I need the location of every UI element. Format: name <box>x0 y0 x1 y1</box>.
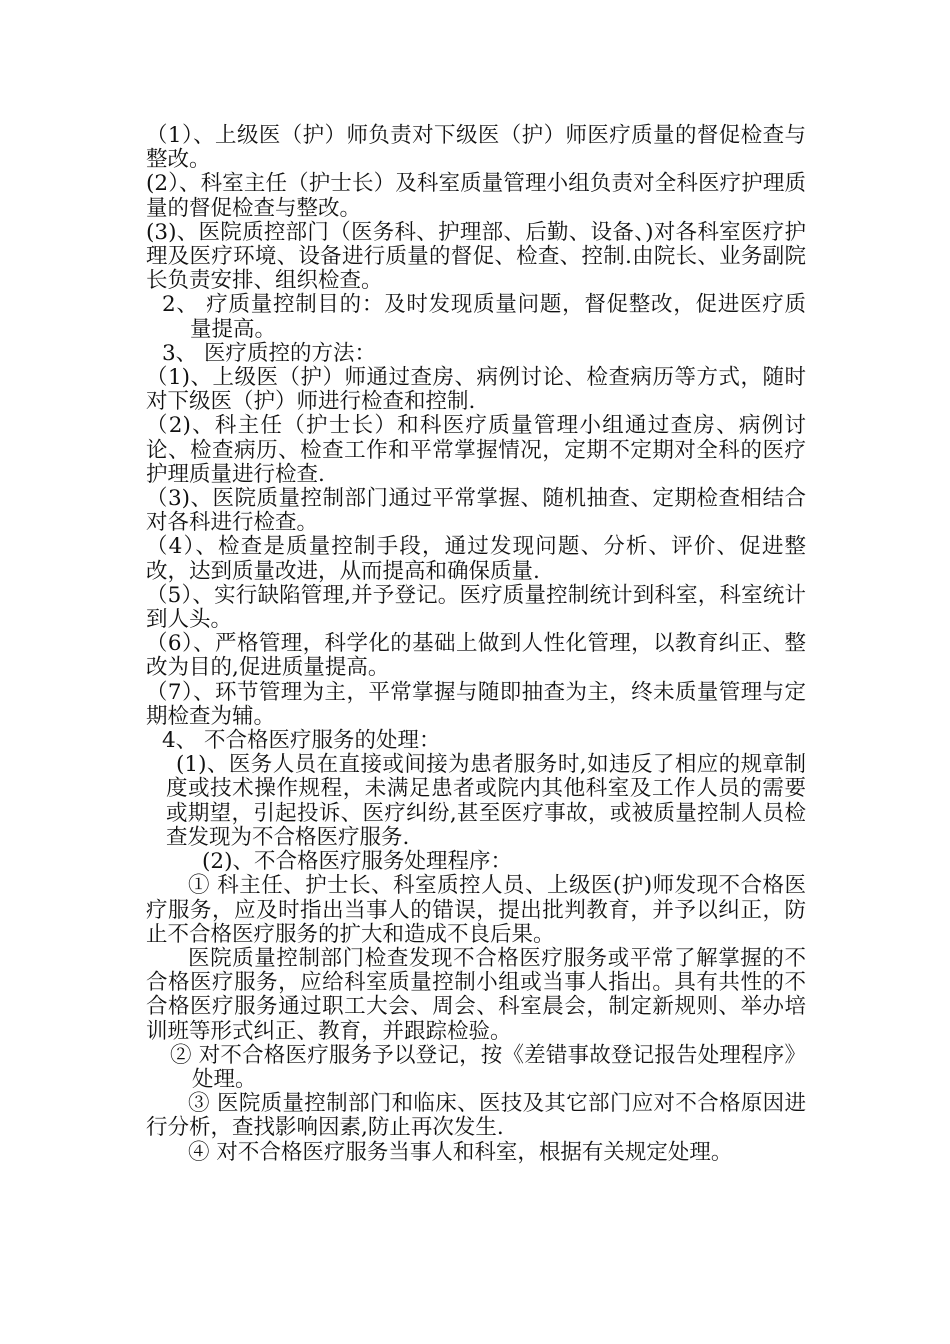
paragraph-3-6: （6）、严格管理，科学化的基础上做到人性化管理，以教育纠正、整改为目的,促进质量提高。 <box>146 631 806 681</box>
paragraph-4-2: (2)、不合格医疗服务处理程序： <box>202 849 512 875</box>
paragraph-3-7: （7）、环节管理为主，平常掌握与随即抽查为主，终未质量管理与定期检查为辅。 <box>146 679 806 729</box>
document-body <box>146 124 806 1165</box>
step-1: ① 科主任、护士长、科室质控人员、上级医(护)师发现不合格医疗服务，应及时指出当事人的错误，提出批判教育，并予以纠正，防止不合格医疗服务的扩大和造成不良后果。 <box>146 873 806 947</box>
paragraph-1-1: （1）、上级医（护）师负责对下级医（护）师医疗质量的督促检查与整改。 <box>146 123 806 173</box>
step-4: ④ 对不合格医疗服务当事人和科室，根据有关规定处理。 <box>188 1139 733 1165</box>
step-3: ③ 医院质量控制部门和临床、医技及其它部门应对不合格原因进行分析，查找影响因素,防止再次发生. <box>146 1091 806 1141</box>
paragraph-3-4: （4）、检查是质量控制手段，通过发现问题、分析、评价、促进整改，达到质量改进，从而提高和确保质量. <box>146 534 806 584</box>
step-1-continued: 医院质量控制部门检查发现不合格医疗服务或平常了解掌握的不合格医疗服务，应给科室质量控制小组或当事人指出。具有共性的不合格医疗服务通过职工大会、周会、科室晨会，制定新规则、举办培训班等形式纠正、教育，并跟踪检验。 <box>146 945 806 1044</box>
section-2-heading: 2、 疗质量控制目的：及时发现质量问题，督促整改，促进医疗质量提高。 <box>162 292 806 342</box>
section-4-heading: 4、 不合格医疗服务的处理： <box>162 728 441 754</box>
paragraph-1-2: (2）、科室主任（护士长）及科室质量管理小组负责对全科医疗护理质量的督促检查与整改。 <box>146 171 806 221</box>
paragraph-3-1: （1)、上级医（护）师通过查房、病例讨论、检查病历等方式，随时对下级医（护）师进行检查和控制. <box>146 365 806 415</box>
paragraph-1-3: (3)、医院质控部门（医务科、护理部、后勤、设备、)对各科室医疗护理及医疗环境、设备进行质量的督促、检查、控制.由院长、业务副院长负责安排、组织检查。 <box>146 219 806 294</box>
paragraph-4-1: (1)、医务人员在直接或间接为患者服务时,如违反了相应的规章制度或技术操作规程，未满足患者或院内其他科室及工作人员的需要或期望，引起投诉、医疗纠纷,甚至医疗事故，或被质量控制人员检查发现为不合格医疗服务. <box>166 752 806 850</box>
paragraph-3-2: （2)、科主任（护士长）和科医疗质量管理小组通过查房、病例讨论、检查病历、检查工作和平常掌握情况，定期不定期对全科的医疗护理质量进行检查. <box>146 413 806 487</box>
paragraph-3-5: （5）、实行缺陷管理,并予登记。医疗质量控制统计到科室，科室统计到人头。 <box>146 582 806 633</box>
step-2: ② 对不合格医疗服务予以登记，按《差错事故登记报告处理程序》处理。 <box>170 1042 806 1092</box>
paragraph-3-3: （3)、医院质量控制部门通过平常掌握、随机抽查、定期检查相结合对各科进行检查。 <box>146 486 806 536</box>
section-3-heading: 3、 医疗质控的方法： <box>162 340 377 366</box>
